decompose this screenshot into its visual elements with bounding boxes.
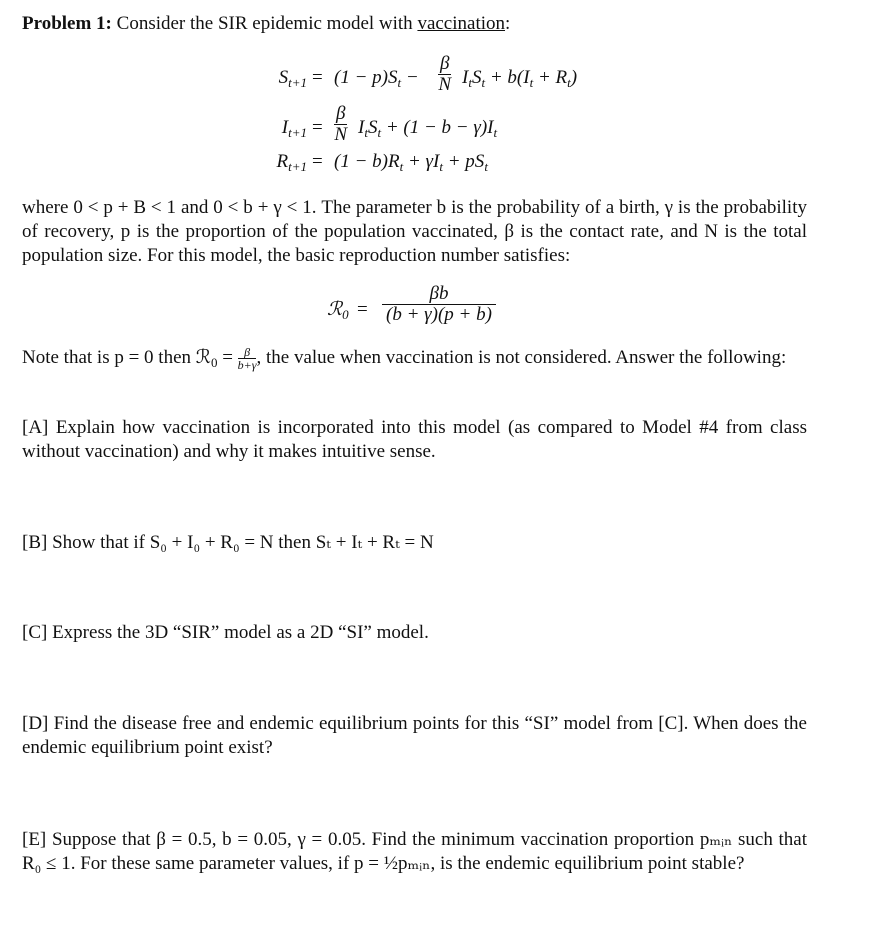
equation-s: $S_{t+1}$ = $(1 - p)S_t$ − $\frac{\beta}{N}$ $I_tS_t + b(I_t + R_t)$ [278, 53, 578, 95]
problem-label: Problem 1: [22, 13, 112, 34]
equation-i-fraction: $\frac{\beta}{N}$ [334, 103, 348, 145]
equation-r-lhs: $R_{t+1}$ [276, 151, 307, 174]
problem-intro-text: Consider the SIR epidemic model with [116, 13, 413, 34]
part-a: [A] Explain how vaccination is incorporated into this model (as compared to Model #4 from class without vaccination) and why it makes intuitive sense. [22, 417, 807, 462]
problem-intro: Problem 1: Consider the SIR epidemic model with vaccination: [22, 13, 511, 34]
part-b: [B] Show that if S₀ + I₀ + R₀ = N then Sₜ + Iₜ + Rₜ = N [22, 532, 434, 553]
part-e: [E] Suppose that β = 0.5, b = 0.05, γ = 0.05. Find the minimum vaccination proportion pₘᵢₙ such that R₀ ≤ 1. For these same parameter values, if p = ½pₘᵢₙ, is the endemic equilibrium point stable? [22, 829, 807, 874]
r0-fraction: $\frac{\beta b}{(b + \gamma)(p + b)}$ [382, 284, 496, 325]
model-description: where 0 < p + B < 1 and 0 < b + γ < 1. The parameter b is the probability of a birth, γ is the probability of recovery, p is the proportion of the population vaccinated, β is the contact rate, and N is the total population size. For this model, the basic reproduction number satisfies: [22, 197, 807, 266]
equation-s-fraction: $\frac{\beta}{N}$ [438, 53, 452, 95]
equation-r: $R_{t+1}$ = $(1 - b)R_t + \gamma I_t + pS_t$ [276, 151, 488, 174]
equation-s-lhs: $S_{t+1}$ [278, 67, 307, 90]
note-paragraph: Note that is p = 0 then ℛ$_0$ = $\frac{\beta}{b+\gamma}$ , the value when vaccination is not considered. Answer the following: [22, 345, 787, 373]
note-fraction: $\frac{\beta}{b+\gamma}$ [237, 345, 257, 373]
vaccination-link[interactable]: vaccination [417, 13, 506, 34]
part-d: [D] Find the disease free and endemic equilibrium points for this “SI” model from [C]. When does the endemic equilibrium point exist? [22, 713, 807, 758]
equation-i: $I_{t+1}$ = $\frac{\beta}{N}$ $I_tS_t + (1 - b - \gamma)I_t$ [281, 103, 498, 145]
equation-i-lhs: $I_{t+1}$ [281, 117, 307, 140]
equation-s-rhs: $(1 - p)S_t$ − [334, 67, 419, 90]
part-c: [C] Express the 3D “SIR” model as a 2D “SI” model. [22, 622, 429, 643]
